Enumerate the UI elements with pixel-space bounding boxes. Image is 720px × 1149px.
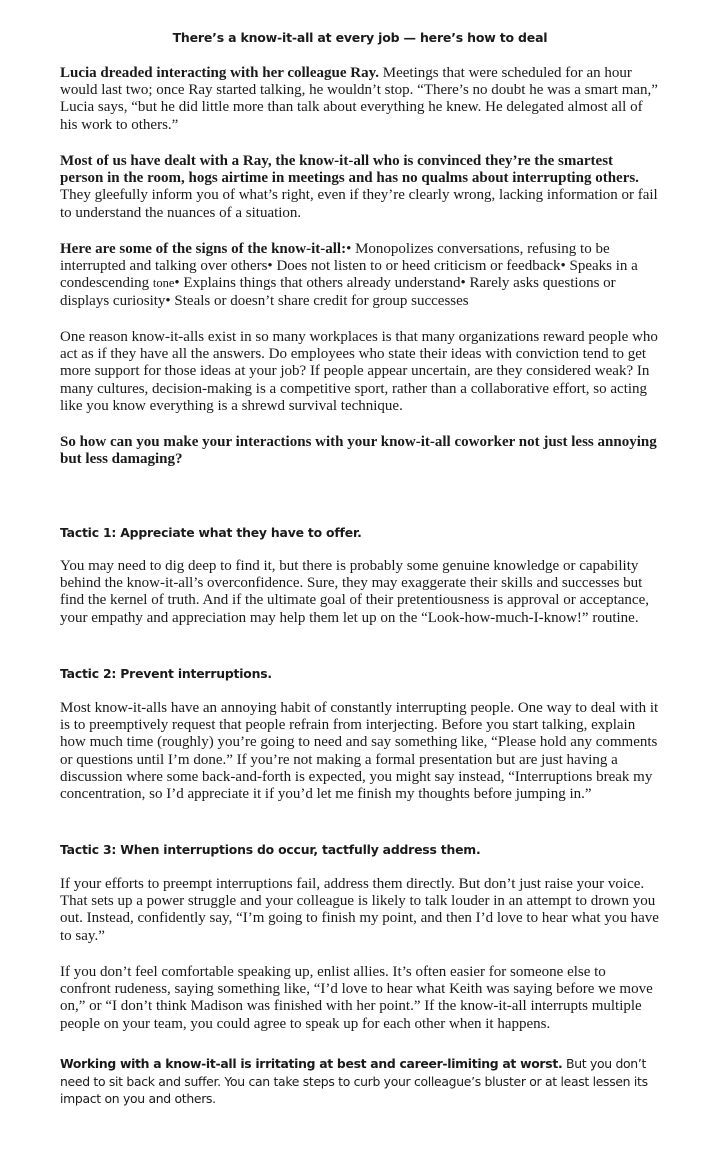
tactic-2-heading: Tactic 2: Prevent interruptions. xyxy=(60,666,272,681)
signs-part-1: • Monopolizes conversations, refusing to be interrupted and talking over others• Does not listen to or heed criticism or feedback• Speaks in a condescending xyxy=(60,241,638,292)
tactic-1-body: You may need to dig deep to find it, but there is probably some genuine knowledge or capability behind the know-it-all’s overconfidence. Sure, they may exaggerate their skills and successes but find the kernel of truth. And if the ultimate goal of their pretentiousness is approval or acceptance, your empathy and appreciation may help them let up on the “Look-how-much-I-know!” routine. xyxy=(60,558,649,626)
intro-paragraph xyxy=(60,65,660,134)
allies-paragraph: If you don’t feel comfortable speaking up, enlist allies. It’s often easier for someone else to confront rudeness, saying something like, “I’d love to hear what Keith was saying before we move on,” or “I don’t think Madison was finished with her point.” If the know-it-all interrupts multiple people on your team, you could agree to speak up for each other when it happens. xyxy=(60,964,653,1032)
know-it-all-lead: Most of us have dealt with a Ray, the know-it-all who is convinced they’re the smartest person in the room, hogs airtime in meetings and has no qualms about interrupting others. xyxy=(60,153,639,187)
intro-lead: Lucia dreaded interacting with her colleague Ray. xyxy=(60,65,380,81)
question-paragraph: So how can you make your interactions with your know-it-all coworker not just less annoying but less damaging? xyxy=(60,434,657,468)
signs-tone: tone xyxy=(152,276,175,291)
article-title: There’s a know-it-all at every job — here’s how to deal xyxy=(172,30,548,45)
tactic-3-body: If your efforts to preempt interruptions fail, address them directly. But don’t just raise your voice. That sets up a power struggle and your colleague is likely to talk louder in an attempt to drown you out. Instead, confidently say, “I’m going to finish my point, and then I’d love to hear what you have to say.” xyxy=(60,876,659,944)
know-it-all-body: They gleefully inform you of what’s right, even if they’re clearly wrong, lacking information or fail to understand the nuances of a situation. xyxy=(60,187,658,221)
closing-paragraph xyxy=(60,1055,660,1108)
know-it-all-paragraph xyxy=(60,153,660,222)
reason-paragraph: One reason know-it-alls exist in so many workplaces is that many organizations reward people who act as if they have all the answers. Do employees who state their ideas with conviction tend to get more support for those ideas at your job? If people appear uncertain, are they considered weak? In many cultures, decision-making is a competitive sport, rather than a collaborative effort, so acting like you know everything is a shrewd survival technique. xyxy=(60,329,658,414)
closing-lead: Working with a know-it-all is irritating at best and career-limiting at worst. xyxy=(60,1056,563,1071)
tactic-3-heading: Tactic 3: When interruptions do occur, tactfully address them. xyxy=(60,842,481,857)
signs-lead: Here are some of the signs of the know-it-all: xyxy=(60,241,347,257)
intro-body: Meetings that were scheduled for an hour would last two; once Ray started talking, he wouldn’t stop. “There’s no doubt he was a smart man,” Lucia says, “but he did little more than talk about everything he knew. He delegated almost all of his work to others.” xyxy=(60,65,658,133)
tactic-1-heading: Tactic 1: Appreciate what they have to offer. xyxy=(60,525,362,540)
tactic-2-body: Most know-it-alls have an annoying habit of constantly interrupting people. One way to deal with it is to preemptively request that people refrain from interjecting. Before you start talking, explain how much time (roughly) you’re going to need and say something like, “Please hold any comments or questions until I’m done.” If you’re not making a formal presentation but are just having a discussion where some back-and-forth is expected, you might say instead, “Interruptions break my concentration, so I’d appreciate it if you’d let me finish my thoughts before jumping in.” xyxy=(60,700,659,803)
signs-paragraph xyxy=(60,241,660,310)
signs-part-2: • Explains things that others already understand• Rarely asks questions or displays curiosity• Steals or doesn’t share credit for group successes xyxy=(60,275,616,309)
closing-body: But you don’t need to sit back and suffer. You can take steps to curb your colleague’s bluster or at least lessen its impact on you and others. xyxy=(60,1056,648,1106)
